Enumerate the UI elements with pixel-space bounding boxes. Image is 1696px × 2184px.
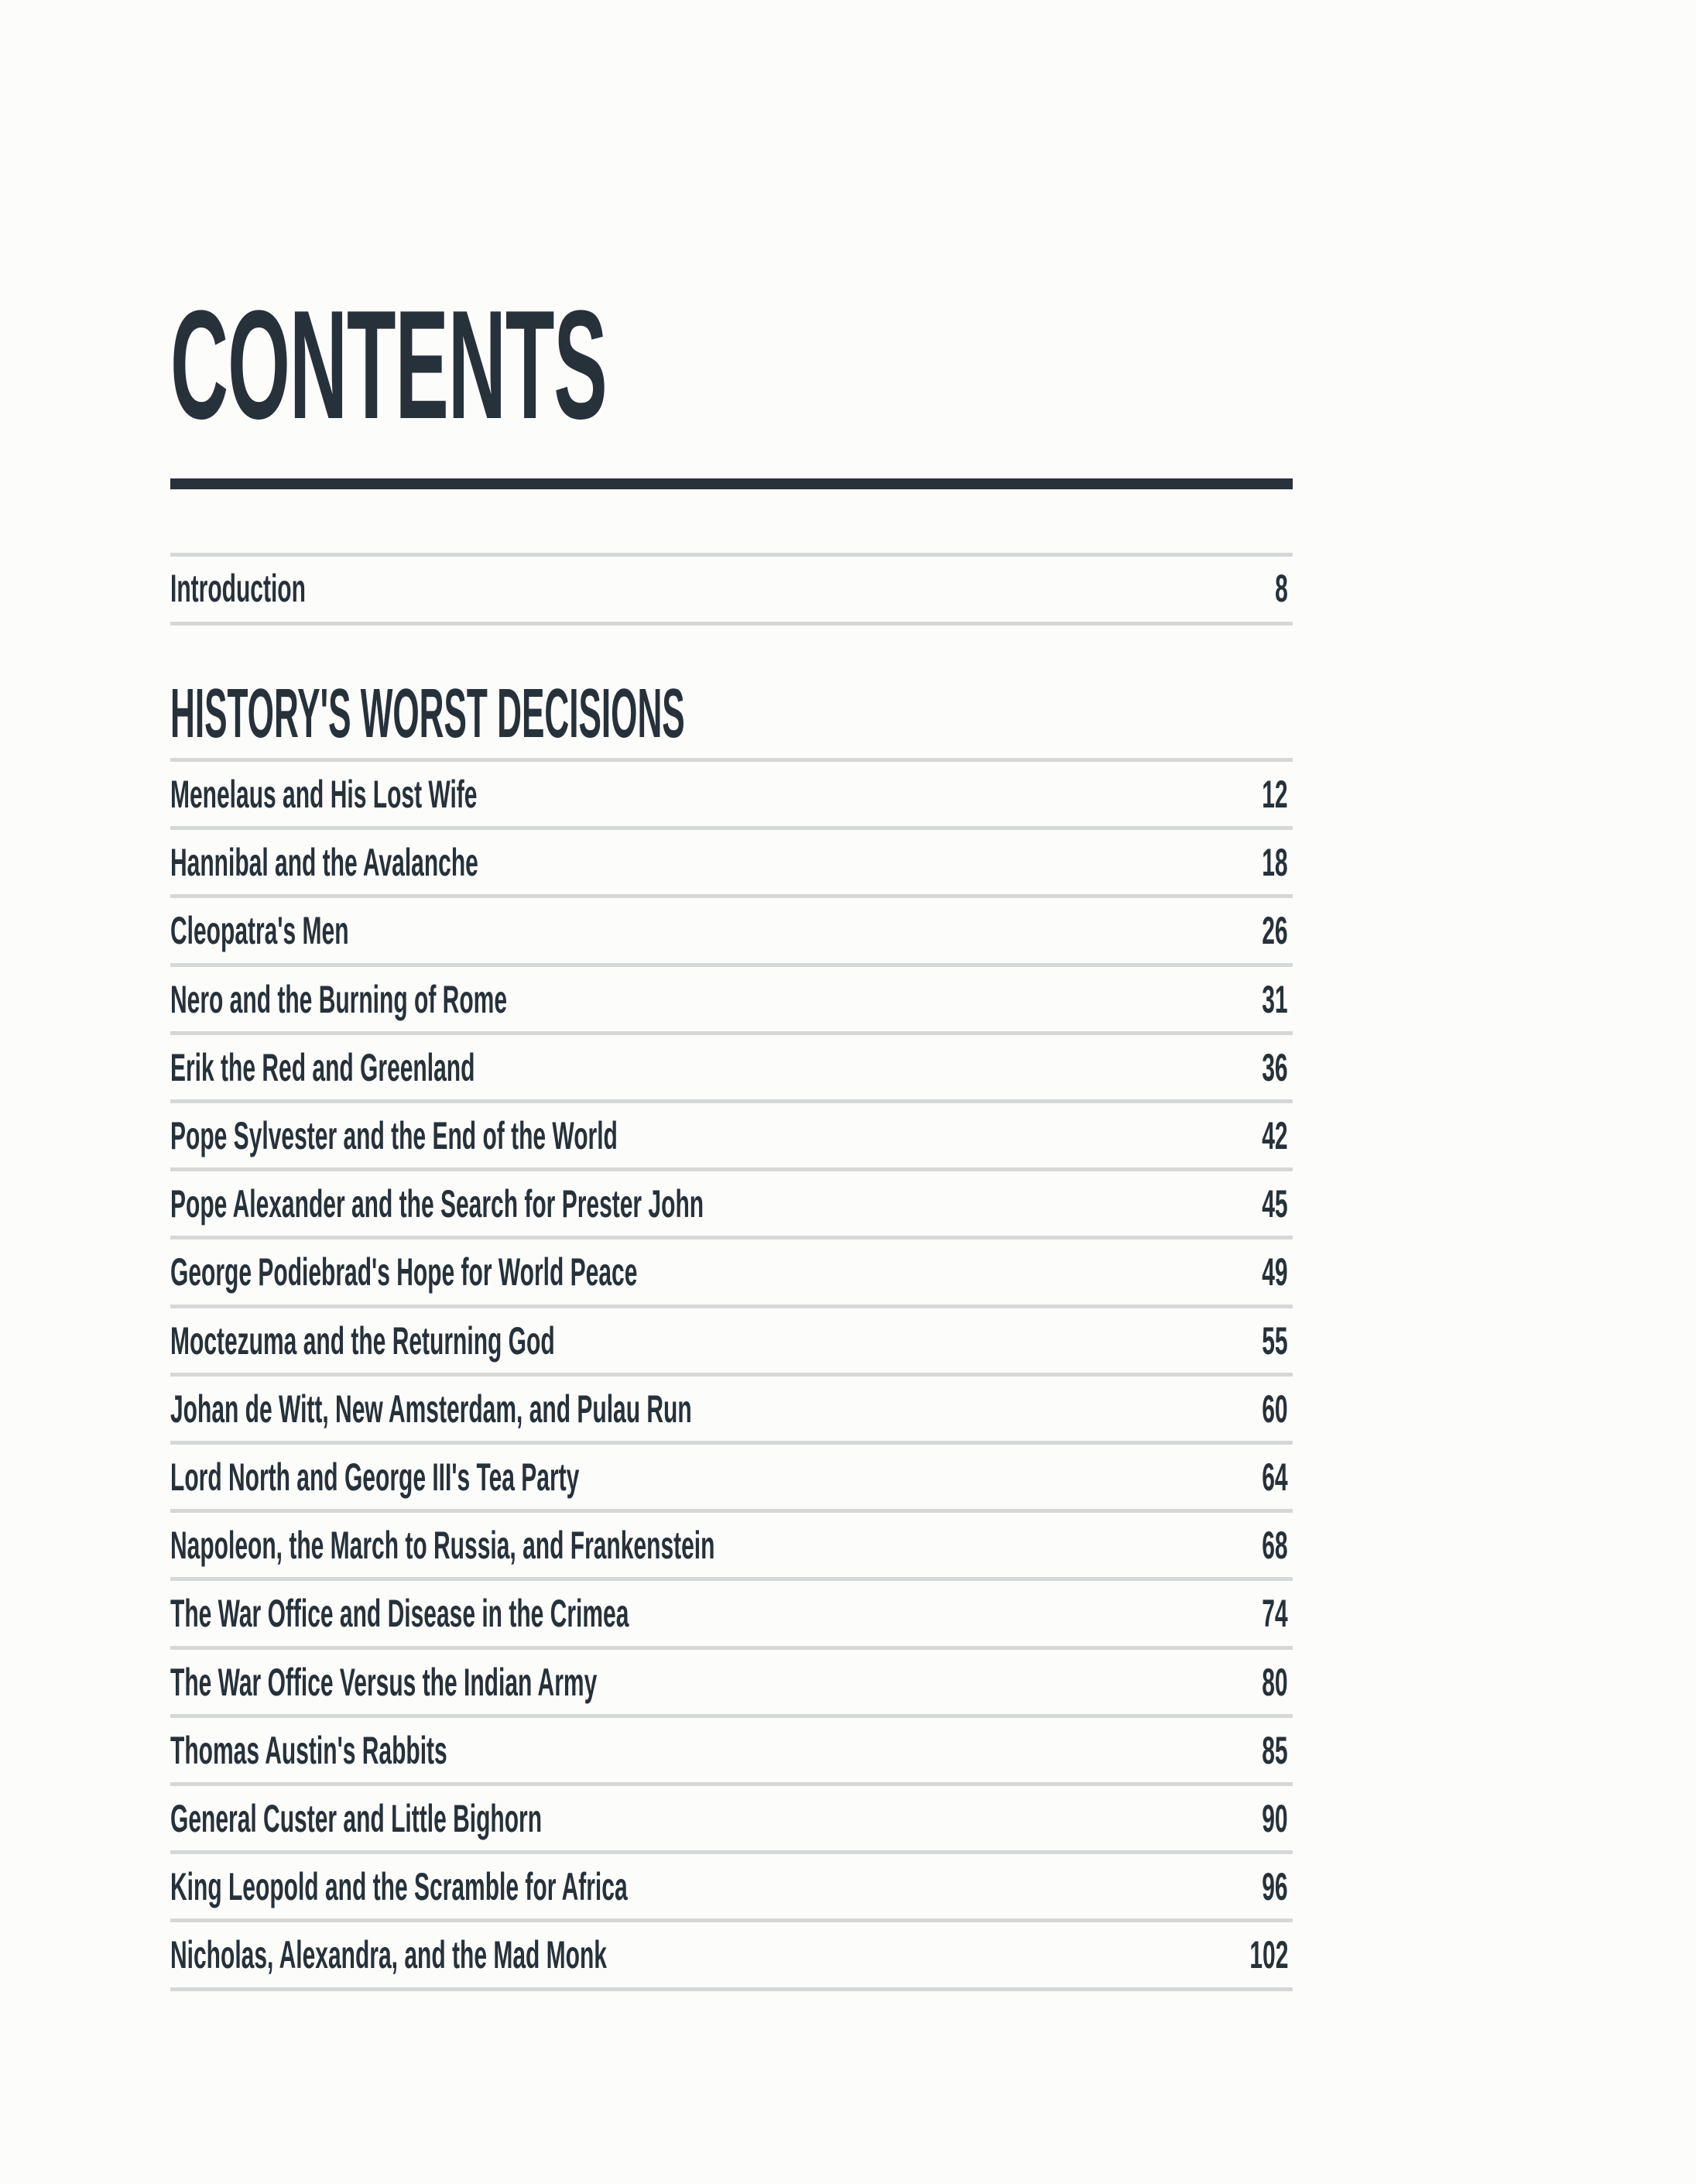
entry-label: Erik the Red and Greenland [170,1045,475,1089]
divider [170,1167,1293,1171]
toc-entry[interactable] [170,1044,1293,1091]
toc-entry[interactable] [170,976,1293,1023]
entry-label: The War Office Versus the Indian Army [170,1660,598,1704]
toc-entry[interactable] [170,1249,1293,1295]
entry-page: 68 [1262,1524,1288,1568]
entry-page: 90 [1262,1797,1288,1840]
entry-label: Pope Sylvester and the End of the World [170,1114,618,1157]
entry-label: Napoleon, the March to Russia, and Frankenstein [170,1524,715,1568]
entry-label: Johan de Witt, New Amsterdam, and Pulau Run [170,1387,692,1431]
entry-page: 8 [1275,567,1288,610]
entry-label: George Podiebrad's Hope for World Peace [170,1250,638,1294]
entry-page: 74 [1262,1592,1288,1636]
toc-entry[interactable] [170,1659,1293,1706]
entry-page: 31 [1262,977,1288,1021]
entry-label: Lord North and George III's Tea Party [170,1455,580,1499]
section-heading: HISTORY'S WORST DECISIONS [170,675,685,753]
toc-entry[interactable] [170,1590,1293,1637]
entry-label: Pope Alexander and the Search for Prester John [170,1182,704,1226]
toc-entry[interactable] [170,1795,1293,1842]
entry-page: 12 [1262,773,1288,816]
toc-entry[interactable] [170,1181,1293,1227]
entry-page: 45 [1262,1182,1288,1226]
entry-page: 102 [1249,1933,1288,1977]
title-rule [170,478,1293,489]
divider [170,553,1293,557]
toc-entry[interactable] [170,839,1293,886]
entry-label: General Custer and Little Bighorn [170,1797,543,1840]
toc-entry[interactable] [170,1932,1293,1978]
entry-label: King Leopold and the Scramble for Africa [170,1865,628,1909]
toc-entry[interactable] [170,1454,1293,1500]
toc-entry[interactable] [170,1727,1293,1774]
entry-label: Hannibal and the Avalanche [170,841,478,885]
entry-page: 80 [1262,1660,1288,1704]
divider [170,1850,1293,1854]
divider [170,1577,1293,1581]
entry-page: 42 [1262,1114,1288,1157]
entry-page: 85 [1262,1728,1288,1772]
divider [170,1099,1293,1103]
entry-page: 60 [1262,1387,1288,1431]
divider [170,1236,1293,1239]
entry-label: Cleopatra's Men [170,909,349,953]
toc-entry[interactable] [170,1863,1293,1910]
toc-entry[interactable] [170,1113,1293,1159]
divider [170,1509,1293,1513]
entry-page: 49 [1262,1250,1288,1294]
divider [170,1987,1293,1991]
entry-label: Nicholas, Alexandra, and the Mad Monk [170,1933,607,1977]
entry-label: Moctezuma and the Returning God [170,1318,555,1363]
divider [170,1782,1293,1786]
toc-entry[interactable] [170,1318,1293,1364]
entry-label: Nero and the Burning of Rome [170,977,507,1021]
divider [170,1305,1293,1308]
entry-page: 36 [1262,1045,1288,1089]
entry-label: Menelaus and His Lost Wife [170,773,478,816]
divider [170,758,1293,762]
page-title: CONTENTS [170,279,607,451]
divider [170,894,1293,898]
divider [170,1031,1293,1035]
divider [170,1714,1293,1718]
divider [170,1646,1293,1650]
entry-page: 18 [1262,841,1288,885]
toc-entry[interactable] [170,907,1293,954]
divider [170,1373,1293,1377]
toc-entry-introduction[interactable] [170,565,1293,612]
divider [170,963,1293,967]
entry-page: 26 [1262,909,1288,953]
entry-label: The War Office and Disease in the Crimea [170,1592,629,1636]
toc-entry[interactable] [170,771,1293,818]
divider [170,826,1293,830]
toc-entry[interactable] [170,1522,1293,1569]
divider [170,622,1293,626]
entry-page: 96 [1262,1865,1288,1909]
divider [170,1918,1293,1922]
toc-entry[interactable] [170,1386,1293,1432]
entry-label: Introduction [170,567,306,610]
entry-page: 64 [1262,1455,1288,1499]
entry-page: 55 [1262,1318,1288,1363]
entry-label: Thomas Austin's Rabbits [170,1728,447,1772]
divider [170,1441,1293,1445]
